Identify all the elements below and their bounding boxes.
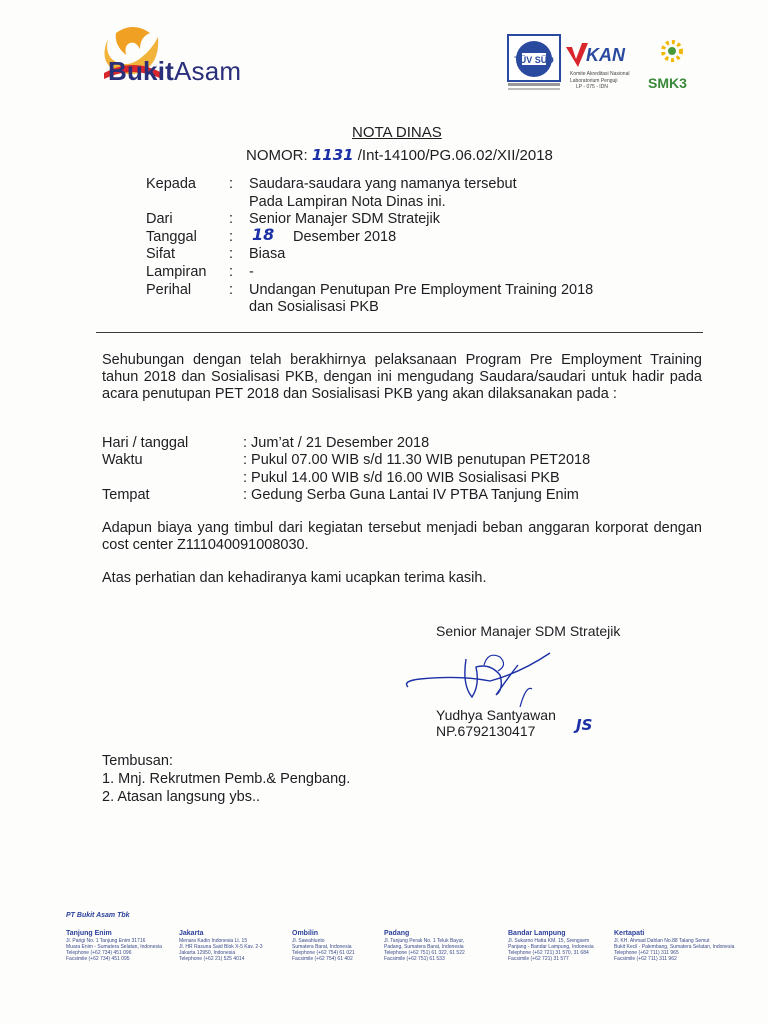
footer-office: Ombilin Jl. Sawahlunto Sumatera Barat, Indonesia Telephone (+62 754) 61 021 Facsimile (+62 754) 61 402 xyxy=(292,930,355,962)
footer-office: Padang Jl. Tanjung Perak No. 1 Teluk Bayur, Padang, Sumatera Barat, Indonesia Telephone (+62 751) 61 322, 61 522 Facsimile (+62 751) 61 533 xyxy=(384,930,465,962)
kan-logo-icon xyxy=(566,43,629,90)
brand-name: BukitAsam xyxy=(108,56,242,86)
svg-text:LP - 075 - IDN: LP - 075 - IDN xyxy=(576,84,608,90)
svg-text:TÜV SÜD: TÜV SÜD xyxy=(514,55,554,65)
footer-office: Jakarta Menara Kadin Indonesia Lt. 15 Jl. HR Rasuna Said Blok X-5 Kav. 2-3 Jakarta 12950, Indonesia Telephone (+62 21) 525 4014 xyxy=(179,930,263,962)
smk3-logo-icon xyxy=(648,42,687,91)
svg-text:Laboratorium Penguji: Laboratorium Penguji xyxy=(570,78,618,84)
footer-company: PT Bukit Asam Tbk xyxy=(66,912,130,919)
field-tanggal: Tanggal : 18 Desember 2018 xyxy=(146,225,397,245)
handwritten-initials: JS xyxy=(576,716,593,734)
field-kepada: Kepada : Saudara-saudara yang namanya tersebut xyxy=(146,176,517,192)
signatory-np: NP.6792130417 xyxy=(436,723,536,739)
signature-icon xyxy=(400,645,560,715)
closing-paragraph: Atas perhatian dan kehadiranya kami ucapkan terima kasih. xyxy=(102,570,487,586)
memo-number: NOMOR: 1131 /Int-14100/PG.06.02/XII/2018 xyxy=(246,146,553,164)
handwritten-number: 1131 xyxy=(311,146,354,164)
tembusan-title: Tembusan: xyxy=(102,753,173,769)
tembusan-item: 2. Atasan langsung ybs.. xyxy=(102,789,260,805)
certification-logos xyxy=(506,33,706,99)
schedule-row: Hari / tanggal : Jum’at / 21 Desember 2018 xyxy=(102,435,430,451)
footer-office: Tanjung Enim Jl. Parigi No. 1 Tanjung Enim 31716 Muara Enim - Sumatera Selatan, Indonesia Telephone (+62 734) 451 096 Facsimile (+62 734) 451 095 xyxy=(66,930,162,962)
schedule-row: Waktu : Pukul 07.00 WIB s/d 11.30 WIB penutupan PET2018 xyxy=(102,452,591,468)
cost-paragraph: Adapun biaya yang timbul dari kegiatan tersebut menjadi beban anggaran korporat dengan cost center Z111040091008030. xyxy=(102,520,702,553)
signatory-name: Yudhya Santyawan xyxy=(436,707,556,723)
schedule-row: : Pukul 14.00 WIB s/d 16.00 WIB Sosialisasi PKB xyxy=(243,470,560,486)
footer-office: Bandar Lampung Jl. Sukarno Hatta KM. 15, Srengsem Panjang - Bandar Lampung, Indonesia Telephone (+62 721) 31 570, 31 684 Facsimile (+62 721) 31 577 xyxy=(508,930,594,962)
svg-text:KAN: KAN xyxy=(586,45,625,65)
field-dari: Dari : Senior Manajer SDM Stratejik xyxy=(146,211,440,227)
signatory-position: Senior Manajer SDM Stratejik xyxy=(436,623,621,639)
intro-paragraph: Sehubungan dengan telah berakhirnya pelaksanaan Program Pre Employment Training tahun 2018 dan Sosialisasi PKB, dengan ini mengudang Saudara/saudari untuk hadir pada acara penutupan PET 2018 dan Sosialisasi PKB yang akan dilaksanakan pada : xyxy=(102,352,702,402)
field-perihal-cont: dan Sosialisasi PKB xyxy=(249,299,379,315)
handwritten-date: 18 xyxy=(252,225,275,244)
divider xyxy=(96,332,703,333)
schedule-row: Tempat : Gedung Serba Guna Lantai IV PTBA Tanjung Enim xyxy=(102,487,579,503)
memo-title: NOTA DINAS xyxy=(352,124,442,141)
field-lampiran: Lampiran : - xyxy=(146,264,254,280)
svg-text:Komite Akreditasi Nasional: Komite Akreditasi Nasional xyxy=(570,71,630,77)
tembusan-item: 1. Mnj. Rekrutmen Pemb.& Pengbang. xyxy=(102,771,351,787)
field-perihal: Perihal : Undangan Penutupan Pre Employment Training 2018 xyxy=(146,282,594,298)
svg-text:SMK3: SMK3 xyxy=(648,75,687,91)
footer-office: Kertapati Jl. KH. Ahmad Dahlan No.88 Talang Semut Bukit Kecil - Palembang, Sumatera Selatan, Indonesia Telephone (+62 711) 311 965 Facsimile (+62 711) 311 962 xyxy=(614,930,735,962)
tuv-badge-icon xyxy=(508,35,560,90)
field-kepada-cont: Pada Lampiran Nota Dinas ini. xyxy=(249,194,446,210)
field-sifat: Sifat : Biasa xyxy=(146,246,286,262)
